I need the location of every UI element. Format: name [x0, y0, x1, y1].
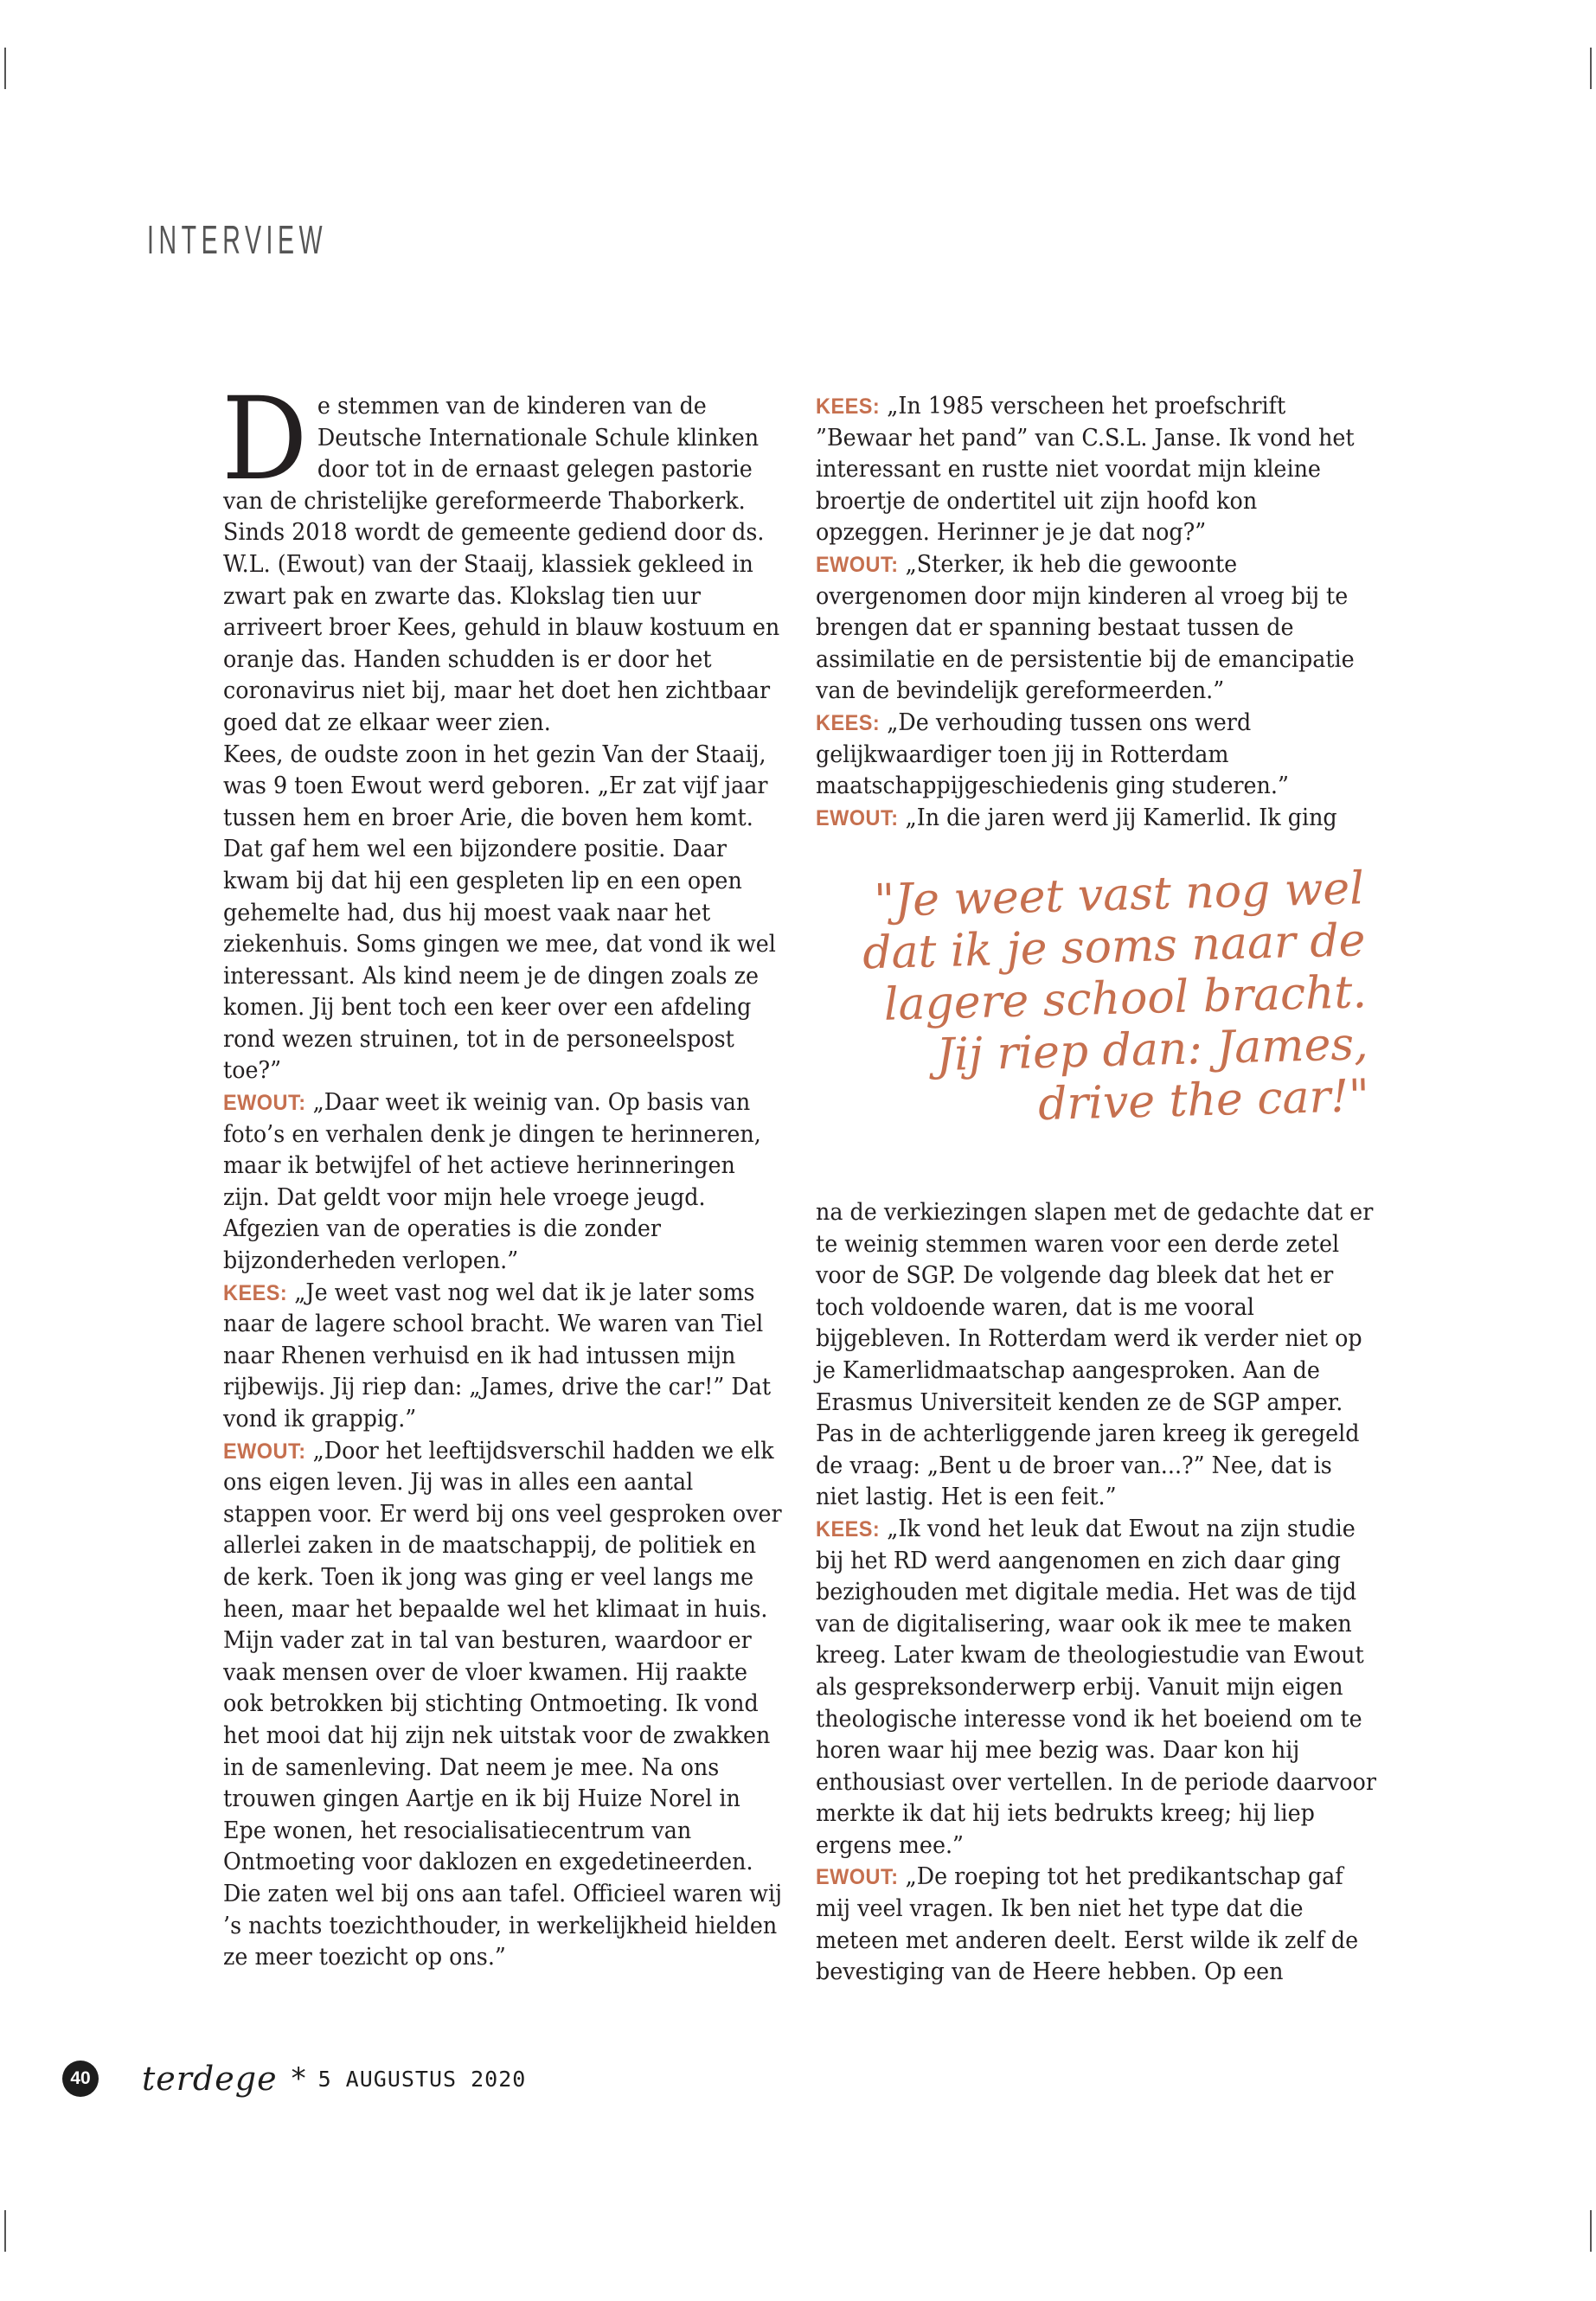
- paragraph-text: na de verkiezingen slapen met de gedachte dat er te weinig stemmen waren voor een derde zetel voor de SGP. De volgende dag bleek dat het er toch voldoende waren, dat is me vooral bijgebleven. In Rotterdam werd ik verder niet op je Kamerlidmaatschap aangesproken. Aan de Erasmus Universiteit kenden ze de SGP amper. Pas in de achterliggende jaren kreeg ik geregeld de vraag: „Bent u de broer van...?” Nee, dat is niet lastig. Het is een feit.”: [816, 1199, 1374, 1511]
- paragraph-text: „Sterker, ik heb die gewoonte overgenomen door mijn kinderen al vroeg bij te brengen dat er spanning bestaat tussen de assimilatie en de persistentie bij de emancipatie van de bevindelijk gereformeerden.”: [816, 550, 1355, 705]
- paragraph: [816, 803, 1377, 835]
- pull-quote-line: dat ik je soms naar de: [862, 914, 1367, 980]
- pull-quote: [844, 862, 1370, 1136]
- speaker-label: EWOUT:: [223, 1439, 306, 1464]
- speaker-label: KEES:: [816, 1516, 881, 1541]
- paragraph: [816, 1197, 1377, 1514]
- page-number: 40: [62, 2061, 99, 2097]
- speaker-label: KEES:: [816, 710, 881, 735]
- paragraph: [816, 1514, 1377, 1862]
- paragraph-text: „Ik vond het leuk dat Ewout na zijn studie bij het RD werd aangenomen en zich daar ging bezighouden met digitale media. Het was de tijd van de digitalisering, waar ook ik mee te maken kreeg. Later kwam de theologiestudie van Ewout als gespreksonderwerp erbij. Vanuit mijn eigen theologische interesse vond ik het boeiend om te horen waar hij mee bezig was. Daar kon hij enthousiast over vertellen. In de periode daarvoor merkte ik dat hij iets bedrukts kreeg; hij liep ergens mee.”: [816, 1515, 1376, 1859]
- crop-mark-top-left: [4, 48, 6, 89]
- paragraph: [816, 391, 1377, 549]
- paragraph-text: „Door het leeftijdsverschil hadden we elk ons eigen leven. Jij was in alles een aantal stappen voor. Er werd bij ons veel gesproken over allerlei zaken in de maatschappij, de politiek en de kerk. Toen ik jong was ging er veel langs me heen, maar het bepaalde wel het klimaat in huis. Mijn vader zat in tal van besturen, waardoor er vaak mensen over de vloer kwamen. Hij raakte ook betrokken bij stichting Ontmoeting. Ik vond het mooi dat hij zijn nek uitstak voor de zwakken in de samenleving. Dat neem je mee. Na ons trouwen gingen Aartje en ik bij Huize Norel in Epe wonen, het resocialisatiecentrum van Ontmoeting voor daklozen en exgedetineerden. Die zaten wel bij ons aan tafel. Officieel waren wij ’s nachts toezichthouder, in werkelijkheid hielden ze meer toezicht op ons.”: [223, 1437, 782, 1971]
- paragraph: [223, 1278, 785, 1436]
- left-column: [221, 373, 782, 1974]
- issue-date: 5 AUGUSTUS 2020: [317, 2066, 527, 2092]
- intro-paragraph: [221, 373, 785, 740]
- right-column-bottom: [816, 1197, 1376, 1989]
- right-bottom-paragraphs: [816, 1197, 1376, 1989]
- paragraph: [816, 549, 1377, 708]
- section-label: INTERVIEW: [147, 217, 328, 262]
- speaker-label: KEES:: [223, 1280, 288, 1305]
- speaker-label: EWOUT:: [223, 1091, 306, 1116]
- paragraph: [816, 1862, 1377, 1988]
- speaker-label: EWOUT:: [816, 1865, 899, 1890]
- crop-mark-bottom-left: [4, 2210, 6, 2252]
- right-top-paragraphs: [816, 391, 1369, 834]
- paragraph-text: „Daar weet ik weinig van. Op basis van foto’s en verhalen denk je dingen te herinneren, maar ik betwijfel of het actieve herinneringen zijn. Dat geldt voor mijn hele vroege jeugd. Afgezien van de operaties is die zonder bijzonderheden verlopen.”: [223, 1089, 761, 1275]
- crop-mark-bottom-right: [1590, 2210, 1592, 2252]
- paragraph-text: „De verhouding tussen ons werd gelijkwaardiger toen jij in Rotterdam maatschappijgeschiedenis ging studeren.”: [816, 708, 1289, 800]
- paragraph-text: „In die jaren werd jij Kamerlid. Ik ging: [905, 804, 1337, 831]
- speaker-label: EWOUT:: [816, 805, 899, 830]
- pull-quote-line: drive the car!": [1037, 1070, 1370, 1131]
- drop-cap: D: [221, 373, 308, 506]
- paragraph: [223, 1436, 785, 1974]
- pull-quote-line: lagere school bracht.: [883, 966, 1368, 1031]
- paragraph-text: „In 1985 verscheen het proefschrift ”Bewaar het pand” van C.S.L. Janse. Ik vond het interessant en rustte niet voordat mijn kleine broertje de ondertitel uit zijn hoofd kon opzeggen. Herinner je je dat nog?”: [816, 393, 1355, 547]
- right-column-top: [816, 391, 1369, 834]
- paragraph-text: „Je weet vast nog wel dat ik je later soms naar de lagere school bracht. We waren van Tiel naar Rhenen verhuisd en ik had intussen mijn rijbewijs. Jij riep dan: „James, drive the car!” Dat vond ik grappig.”: [223, 1279, 772, 1433]
- paragraph: [816, 708, 1377, 803]
- speaker-label: KEES:: [816, 394, 881, 419]
- intro-text: e stemmen van de kinderen van de Deutsche Internationale Schule klinken door tot in de ernaast gelegen pastorie van de christelijke gereformeerde Thaborkerk. Sinds 2018 wordt de gemeente gediend door ds. W.L. (Ewout) van der Staaij, klassiek gekleed in zwart pak en zwarte das. Klokslag tien uur arriveert broer Kees, gehuld in blauw kostuum en oranje das. Handen schudden is er door het coronavirus niet bij, maar het doet hen zichtbaar goed dat ze elkaar weer zien.: [223, 393, 780, 736]
- paragraph: [223, 1087, 785, 1278]
- paragraph-text: „De roeping tot het predikantschap gaf mij veel vragen. Ik ben niet het type dat die meteen met anderen deelt. Eerst wilde ik zelf de bevestiging van de Heere hebben. Op een: [816, 1863, 1359, 1986]
- page-footer: [62, 2060, 526, 2098]
- magazine-name: terdege: [142, 2060, 278, 2098]
- paragraph: [223, 740, 785, 1088]
- separator: *: [291, 2061, 306, 2096]
- speaker-label: EWOUT:: [816, 552, 899, 577]
- paragraph-text: Kees, de oudste zoon in het gezin Van der Staaij, was 9 toen Ewout werd geboren. „Er zat vijf jaar tussen hem en broer Arie, die boven hem komt. Dat gaf hem wel een bijzondere positie. Daar kwam bij dat hij een gespleten lip en een open gehemelte had, dus hij moest vaak naar het ziekenhuis. Soms gingen we mee, dat vond ik wel interessant. Als kind neem je de dingen zoals ze komen. Jij bent toch een keer over een afdeling rond wezen struinen, tot in de personeelspost toe?”: [223, 740, 776, 1085]
- crop-mark-top-right: [1590, 48, 1592, 89]
- pull-quote-line: Jij riep dan: James,: [935, 1018, 1369, 1082]
- pull-quote-line: "Je weet vast nog wel: [873, 862, 1365, 928]
- left-paragraphs: [223, 740, 782, 1974]
